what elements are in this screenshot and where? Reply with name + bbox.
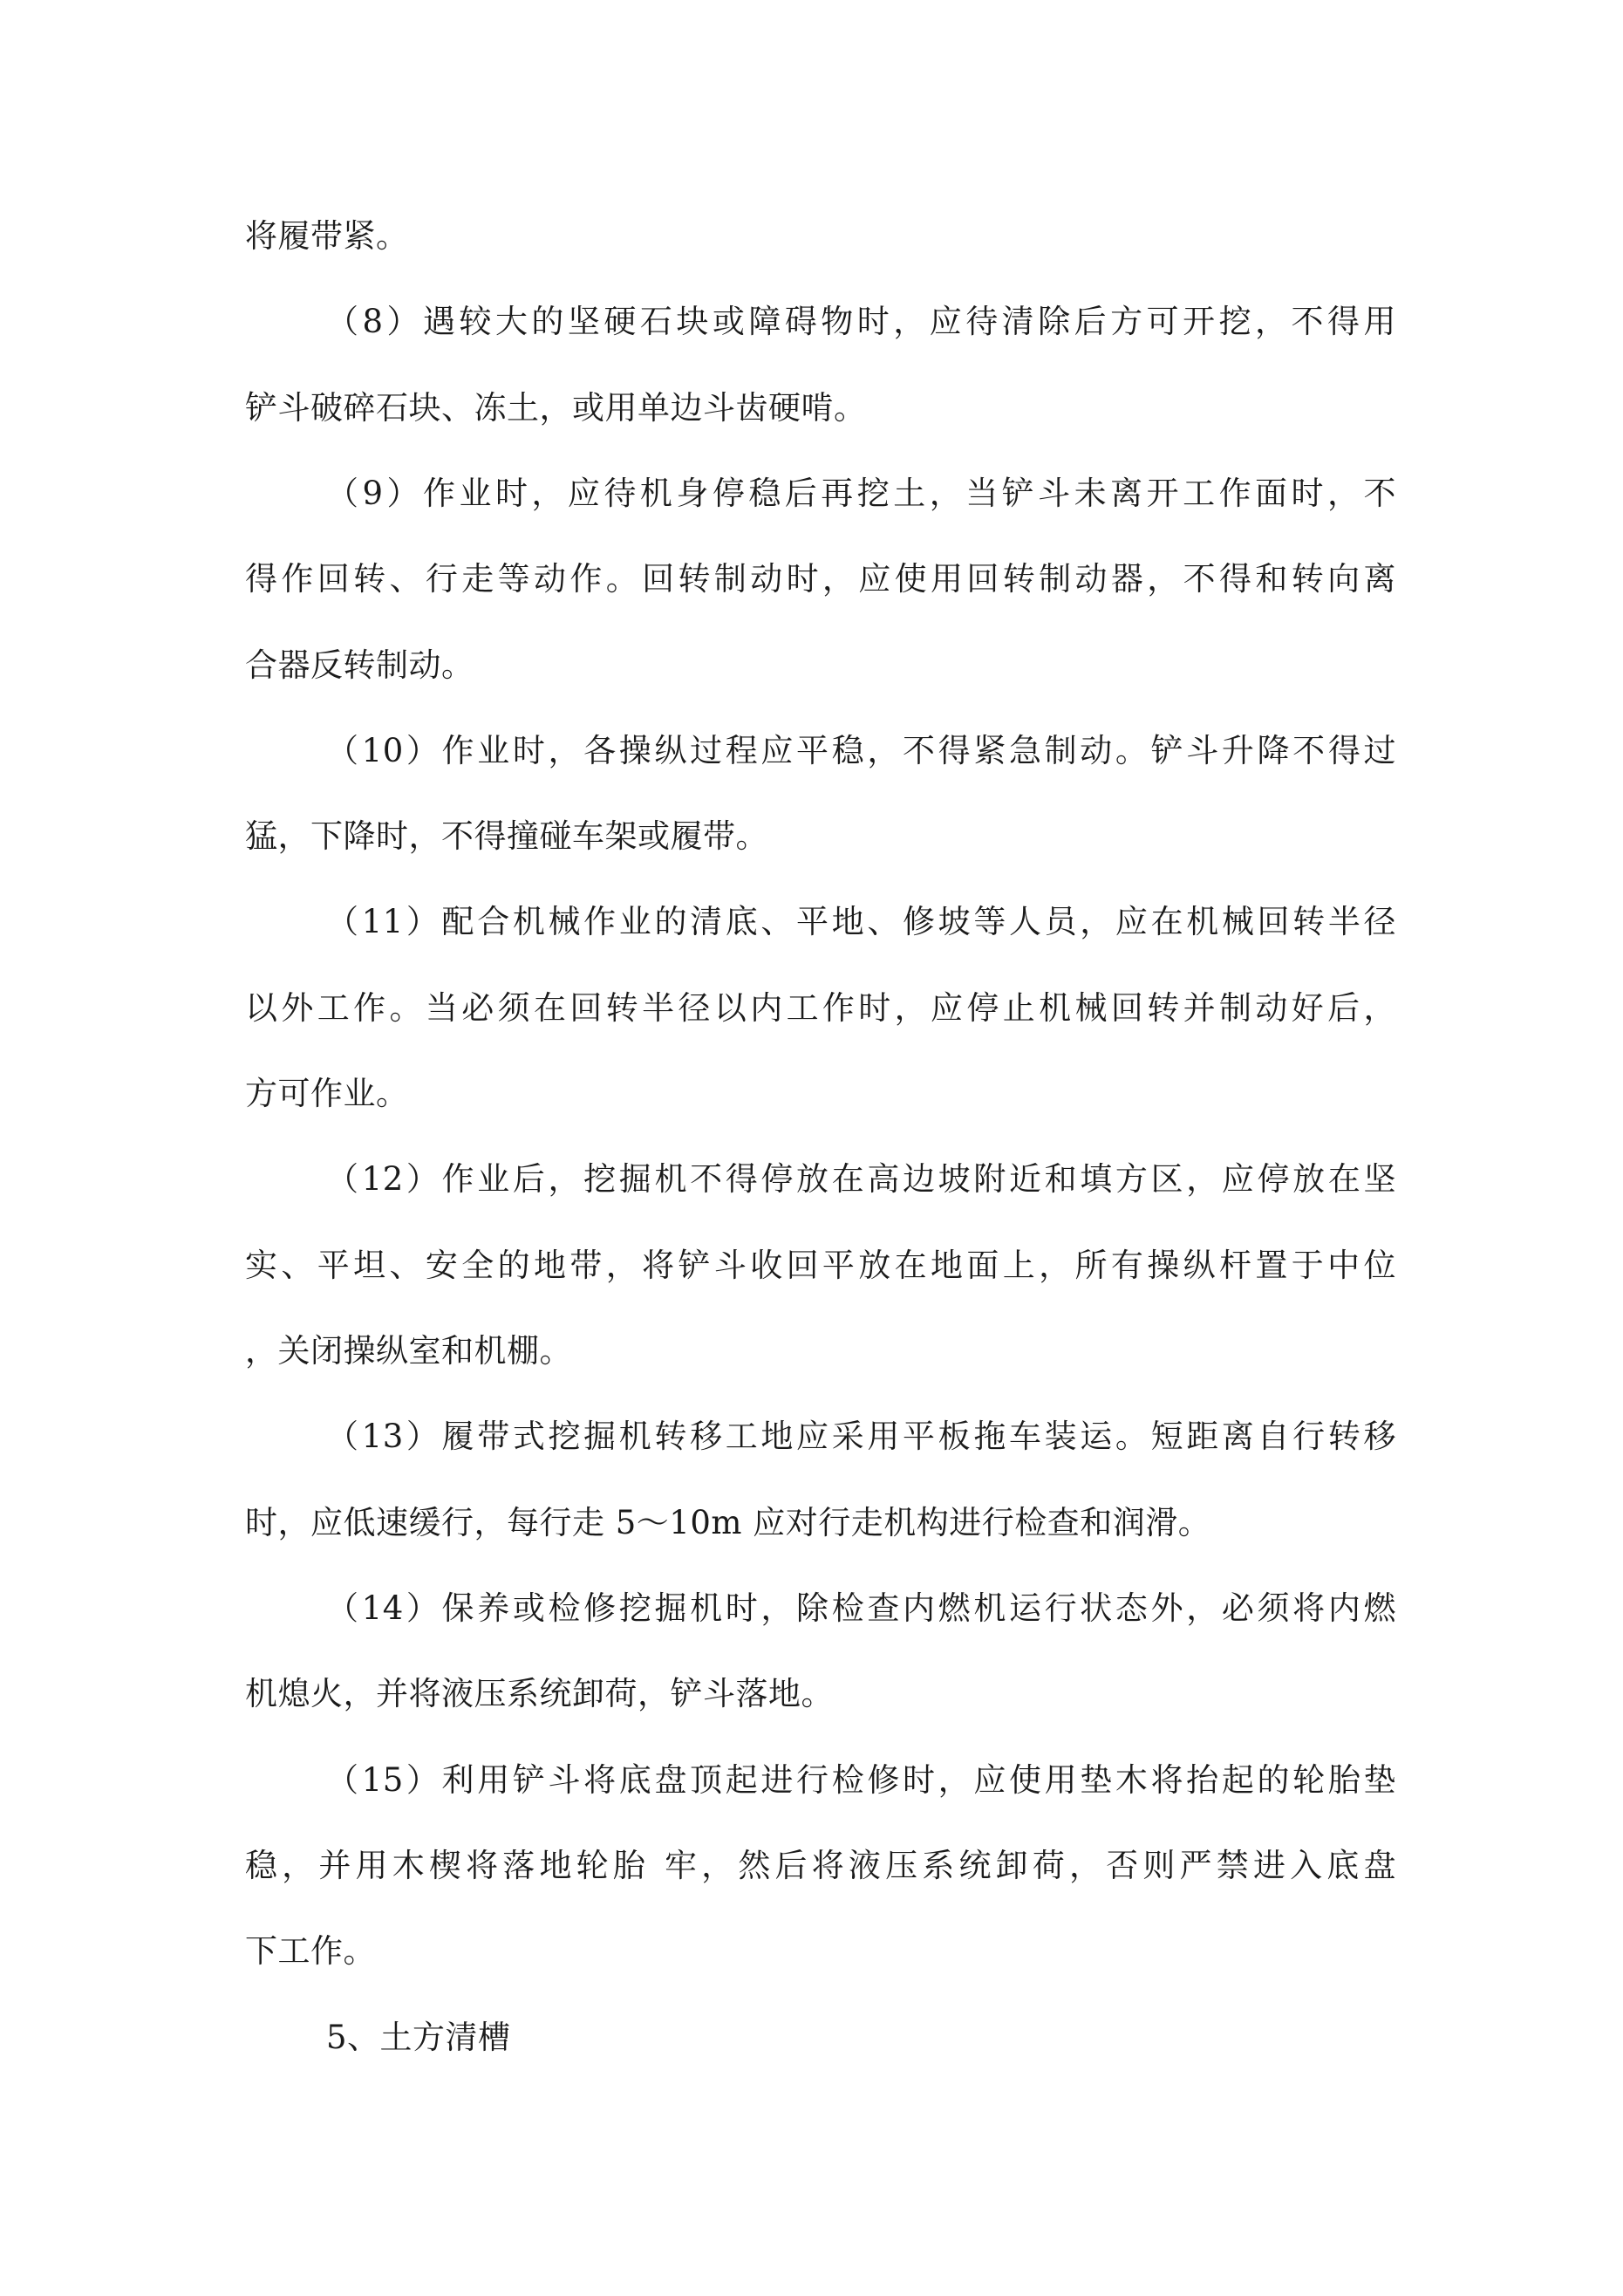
- text-line: （9）作业时，应待机身停稳后再挖土，当铲斗未离开工作面时，不: [326, 475, 1396, 512]
- text-line: 机熄火，并将液压系统卸荷，铲斗落地。: [245, 1675, 834, 1712]
- text-line: 稳，并用木楔将落地轮胎 牢，然后将液压系统卸荷，否则严禁进入底盘: [245, 1847, 1396, 1884]
- text-line: 合器反转制动。: [245, 646, 474, 684]
- text-line: （10）作业时，各操纵过程应平稳，不得紧急制动。铲斗升降不得过: [326, 732, 1396, 769]
- text-line: （15）利用铲斗将底盘顶起进行检修时，应使用垫木将抬起的轮胎垫: [326, 1761, 1396, 1799]
- text-line: （11）配合机械作业的清底、平地、修坡等人员，应在机械回转半径: [326, 903, 1396, 940]
- text-line: 方可作业。: [245, 1075, 409, 1112]
- text-line: （12）作业后，挖掘机不得停放在高边坡附近和填方区，应停放在坚: [326, 1160, 1396, 1198]
- text-line: （13）履带式挖掘机转移工地应采用平板拖车装运。短距离自行转移: [326, 1418, 1396, 1455]
- text-line: 铲斗破碎石块、冻土，或用单边斗齿硬啃。: [245, 389, 867, 427]
- text-line: （8）遇较大的坚硬石块或障碍物时，应待清除后方可开挖，不得用: [326, 303, 1396, 340]
- text-line: 得作回转、行走等动作。回转制动时，应使用回转制动器，不得和转向离: [245, 560, 1396, 598]
- text-line: （14）保养或检修挖掘机时，除检查内燃机运行状态外，必须将内燃: [326, 1589, 1396, 1627]
- text-line: 下工作。: [245, 1932, 376, 1970]
- text-line: 以外工作。当必须在回转半径以内工作时，应停止机械回转并制动好后，: [245, 989, 1396, 1027]
- text-line: 将履带紧。: [245, 217, 409, 255]
- text-line: 实、平坦、安全的地带，将铲斗收回平放在地面上，所有操纵杆置于中位: [245, 1247, 1396, 1284]
- text-line: 猛，下降时，不得撞碰车架或履带。: [245, 817, 768, 855]
- section-heading: 5、土方清槽: [326, 2019, 511, 2056]
- text-line: 时，应低速缓行，每行走 5～10m 应对行走机构进行检查和润滑。: [245, 1504, 1211, 1541]
- text-line: ，关闭操纵室和机棚。: [245, 1332, 572, 1370]
